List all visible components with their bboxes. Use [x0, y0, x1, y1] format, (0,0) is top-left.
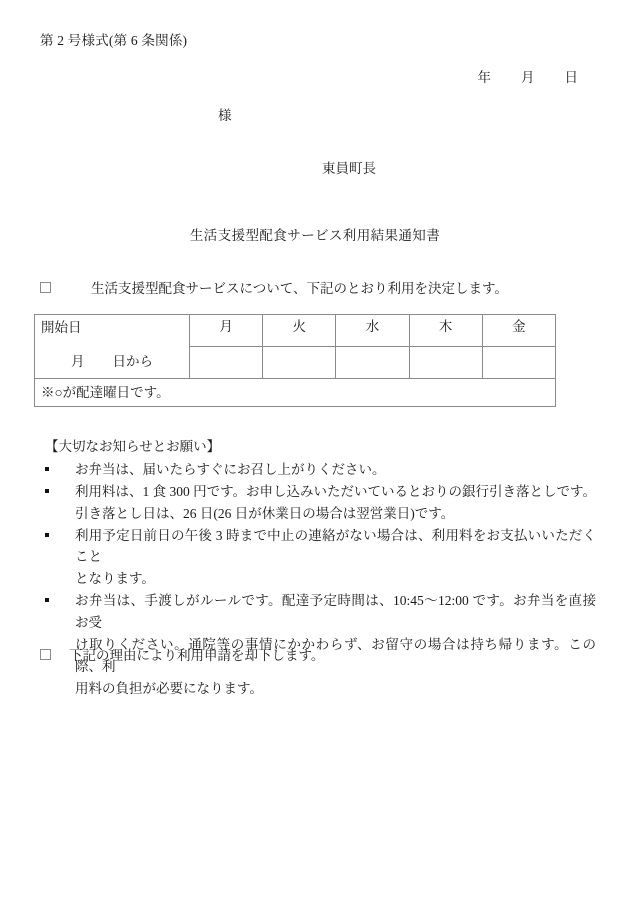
- addressee-honorific: 様: [218, 108, 232, 123]
- weekday-header-fri: 金: [482, 315, 555, 347]
- decision-statement-text: 生活支援型配食サービスについて、下記のとおり利用を決定します。: [91, 281, 508, 296]
- notice-line: 用料の負担が必要になります。: [75, 680, 263, 696]
- weekday-value-thu[interactable]: [409, 346, 482, 378]
- table-row-note: [35, 378, 556, 406]
- decision-checkbox[interactable]: [40, 282, 51, 293]
- decision-statement-row: [40, 279, 508, 300]
- weekday-header-mon: 月: [190, 315, 263, 347]
- notice-line: お弁当は、届いたらすぐにお召し上がりください。: [75, 461, 386, 477]
- start-date-month-label: 月: [71, 353, 85, 369]
- list-item: [40, 459, 596, 481]
- notice-line: お弁当は、手渡しがルールです。配達予定時間は、10:45〜12:00 です。お弁当を直接お受: [75, 593, 596, 630]
- document-title: 生活支援型配食サービス利用結果通知書: [189, 228, 441, 243]
- bullet-square-icon: [45, 489, 49, 493]
- list-item: [40, 481, 596, 525]
- date-day-label: 日: [564, 70, 578, 85]
- form-number: 第 2 号様式(第 6 条関係): [40, 33, 188, 48]
- weekday-header-thu: 木: [409, 315, 482, 347]
- start-date-cell: [35, 315, 190, 379]
- rejection-statement-text: 下記の理由により利用申請を却下します。: [69, 648, 325, 663]
- notice-line: となります。: [75, 571, 155, 587]
- date-month-label: 月: [521, 70, 535, 85]
- weekday-header-tue: 火: [263, 315, 336, 347]
- list-item: [40, 525, 596, 591]
- bullet-square-icon: [45, 533, 49, 537]
- start-date-day-label: 日から: [112, 353, 153, 369]
- table-row-header: [35, 315, 556, 347]
- notices-heading: 【大切なお知らせとお願い】: [45, 439, 221, 454]
- weekday-value-fri[interactable]: [482, 346, 555, 378]
- weekday-value-tue[interactable]: [263, 346, 336, 378]
- start-date-label: 開始日: [41, 320, 82, 335]
- issuer-name: 東員町長: [322, 161, 376, 176]
- rejection-statement-row: [40, 646, 324, 667]
- notice-line: 利用予定日前日の午後 3 時まで中止の連絡がない場合は、利用料をお支払いいただくこと: [75, 527, 596, 565]
- notice-line: 引き落とし日は、26 日(26 日が休業日の場合は翌営業日)です。: [75, 505, 455, 521]
- date-line: [478, 68, 579, 89]
- weekday-value-mon[interactable]: [190, 346, 263, 378]
- notice-line: 利用料は、1 食 300 円です。お申し込みいただいているとおりの銀行引き落としです。: [75, 483, 596, 499]
- date-year-label: 年: [477, 70, 491, 85]
- start-date-blank: [35, 339, 189, 378]
- delivery-schedule-table: [34, 314, 556, 407]
- delivery-day-note: ※○が配達曜日です。: [35, 378, 556, 406]
- weekday-header-wed: 水: [336, 315, 409, 347]
- notice-line: け取りください。通院等の事情にかかわらず、お留守の場合は持ち帰ります。この際、利: [75, 636, 596, 674]
- rejection-checkbox[interactable]: [40, 649, 51, 660]
- weekday-value-wed[interactable]: [336, 346, 409, 378]
- list-item: [40, 590, 596, 699]
- bullet-square-icon: [45, 598, 49, 602]
- bullet-square-icon: [45, 467, 49, 471]
